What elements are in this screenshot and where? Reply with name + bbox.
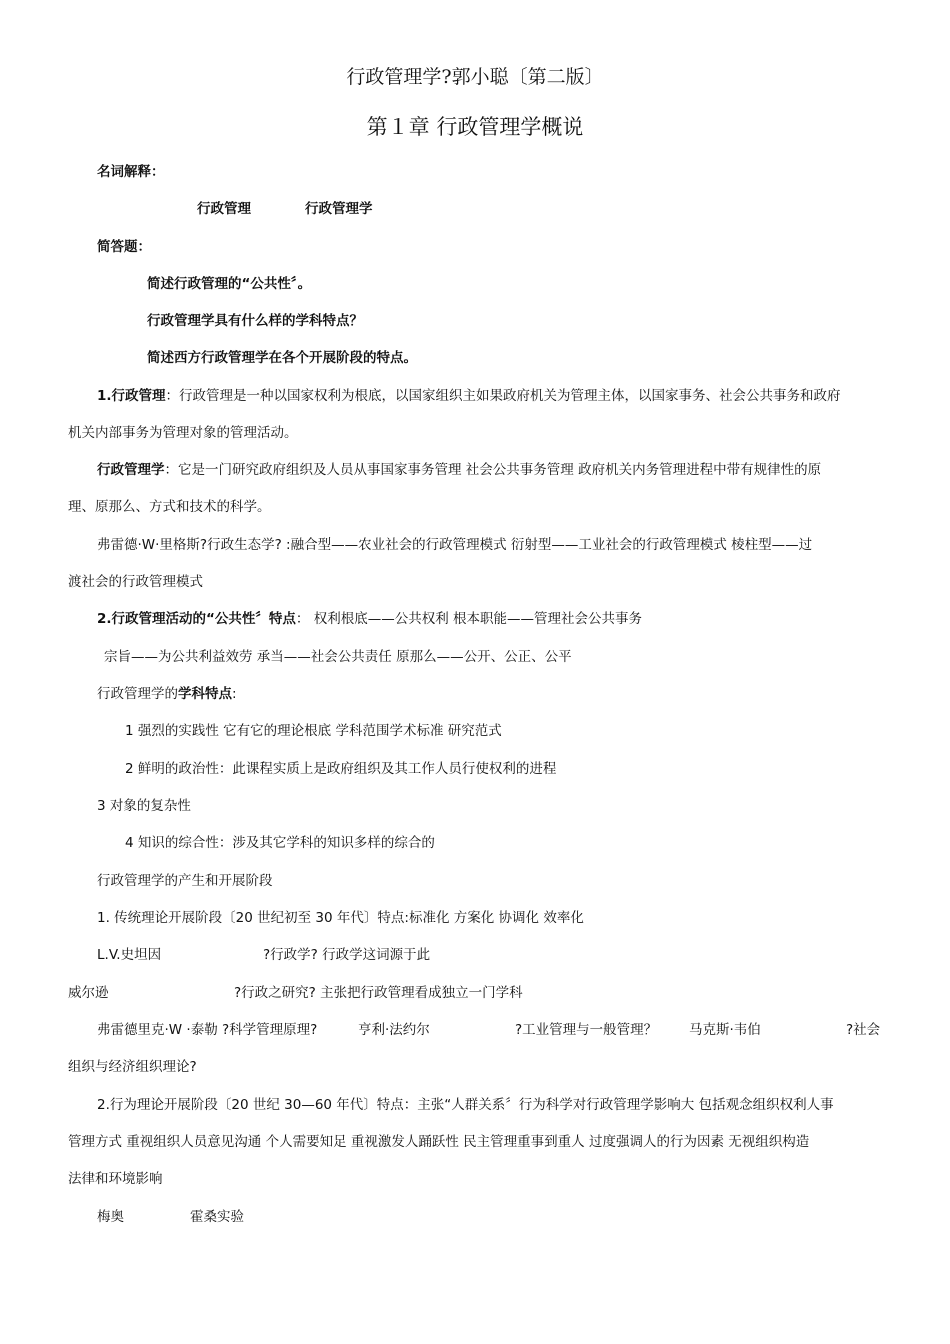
fayol-name: 亨利·法约尔 — [358, 1022, 430, 1038]
weber-name: 马克斯·韦伯 — [689, 1022, 761, 1038]
stage-1: 1. 传统理论开展阶段〔20 世纪初至 30 年代〕特点:标准化 方案化 协调化 效率化 — [97, 910, 584, 926]
features-suffix: : — [232, 686, 237, 702]
document-title: 行政管理学?郭小聪〔第二版〕 — [346, 66, 604, 88]
stage-2-line-3: 法律和环境影响 — [68, 1171, 163, 1187]
chapter-title: 第１章 行政管理学概说 — [366, 115, 584, 139]
weber-continued: 组织与经济组织理论? — [68, 1059, 197, 1075]
fayol-book: ?工业管理与一般管理？ — [515, 1022, 658, 1038]
hawthorne-experiment: 霍桑实验 — [190, 1209, 244, 1225]
publicness-text: ： 权利根底——公共权利 根本职能——管理社会公共事务 — [295, 611, 642, 627]
term-2: 行政管理学 — [305, 201, 373, 217]
definition-1-continued: 机关内部事务为管理对象的管理活动。 — [68, 425, 298, 441]
features-heading — [97, 685, 237, 703]
question-1: 简述行政管理的“公共性〞。 — [147, 276, 312, 292]
definition-1-text: ：行政管理是一种以国家权利为根底，以国家组织主如果政府机关为管理主体，以国家事务、社会公共事务和政府 — [165, 388, 841, 404]
taylor-text: 弗雷德里克·W ·泰勒 ?科学管理原理? — [97, 1022, 318, 1038]
stein-name: L.V.史坦因 — [97, 947, 162, 963]
definition-1-label: 1.行政管理 — [97, 388, 166, 404]
wilson-name: 威尔逊 — [68, 985, 109, 1001]
question-2: 行政管理学具有什么样的学科特点？ — [147, 313, 363, 329]
definition-1 — [97, 387, 841, 405]
weber-book: ?社会 — [846, 1022, 881, 1038]
feature-1: 1 强烈的实践性 它有它的理论根底 学科范围学术标准 研究范式 — [125, 723, 502, 739]
term-1: 行政管理 — [197, 201, 251, 217]
feature-4: 4 知识的综合性：涉及其它学科的知识多样的综合的 — [125, 835, 435, 851]
riggs-continued: 渡社会的行政管理模式 — [68, 574, 203, 590]
features-prefix: 行政管理学的 — [97, 686, 178, 702]
features-bold: 学科特点 — [178, 686, 232, 702]
question-3: 简述西方行政管理学在各个开展阶段的特点。 — [147, 350, 417, 366]
riggs-paragraph: 弗雷德·W·里格斯?行政生态学? :融合型——农业社会的行政管理模式 衍射型——工业社会的行政管理模式 棱柱型——过 — [97, 537, 813, 553]
mayo-name: 梅奥 — [97, 1209, 124, 1225]
wilson-text: ?行政之研究? 主张把行政管理看成独立一门学科 — [234, 985, 523, 1001]
feature-2: 2 鲜明的政治性：此课程实质上是政府组织及其工作人员行使权利的进程 — [125, 761, 557, 777]
publicness-label: 2.行政管理活动的“公共性〞特点 — [97, 611, 296, 627]
terms-heading: 名词解释： — [97, 164, 165, 180]
publicness-paragraph — [97, 610, 642, 628]
definition-2-text: ：它是一门研究政府组织及人员从事国家事务管理 社会公共事务管理 政府机关内务管理进程中带有规律性的原 — [164, 462, 822, 478]
stein-text: ?行政学? 行政学这词源于此 — [263, 947, 431, 963]
definition-2-continued: 理、原那么、方式和技术的科学。 — [68, 499, 271, 515]
stage-2-line-2: 管理方式 重视组织人员意见沟通 个人需要知足 重视激发人踊跃性 民主管理重事到重人 过度强调人的行为因素 无视组织构造 — [68, 1134, 810, 1150]
feature-3: 3 对象的复杂性 — [97, 798, 191, 814]
short-questions-heading: 简答题： — [97, 239, 151, 255]
definition-2-label: 行政管理学 — [97, 462, 165, 478]
stages-heading: 行政管理学的产生和开展阶段 — [97, 873, 273, 889]
definition-2 — [97, 461, 821, 479]
publicness-line-2: 宗旨——为公共利益效劳 承当——社会公共责任 原那么——公开、公正、公平 — [104, 649, 572, 665]
stage-2: 2.行为理论开展阶段〔20 世纪 30—60 年代〕特点：主张“人群关系〞行为科学对行政管理学影响大 包括观念组织权利人事 — [97, 1097, 834, 1113]
